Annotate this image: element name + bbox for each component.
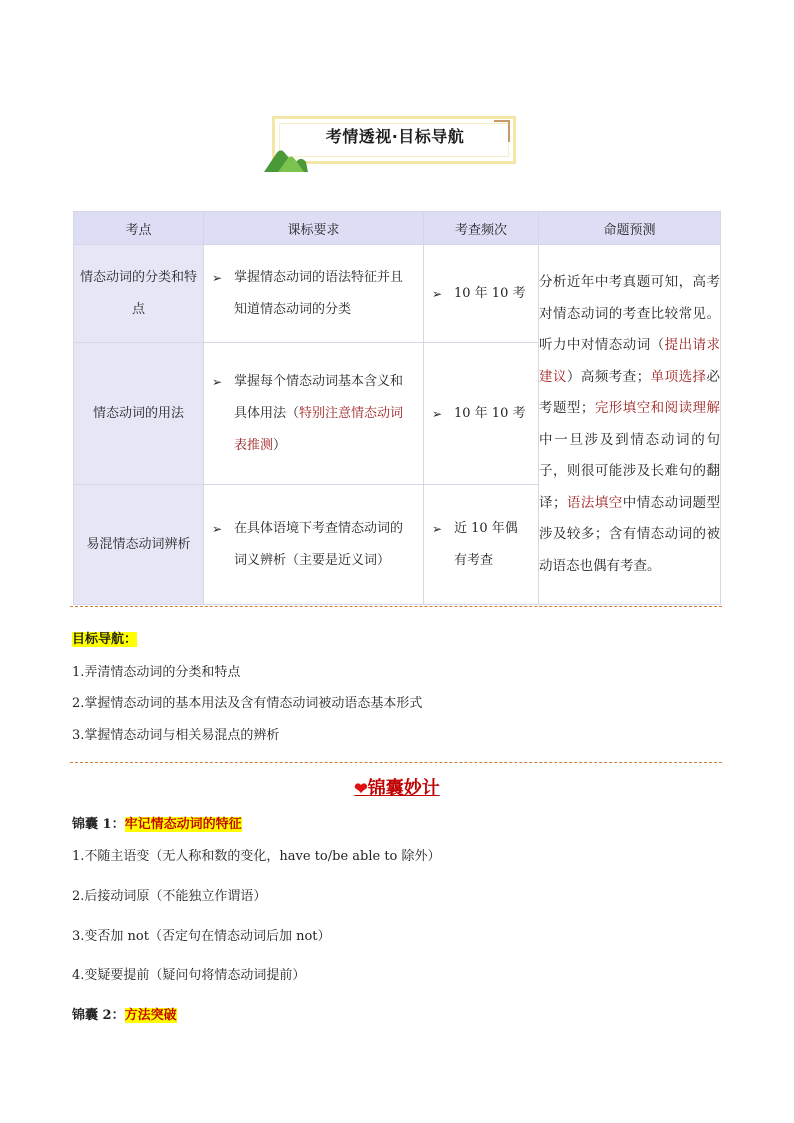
arrow-bullet-icon: ➢ <box>432 286 443 301</box>
frequency-text: 10 年 10 考 <box>454 285 526 301</box>
frequency-text: 10 年 10 考 <box>454 405 526 421</box>
arrow-bullet-icon: ➢ <box>432 406 443 421</box>
requirement-text: 掌握每个情态动词基本含义和具体用法（特别注意情态动词表推测） <box>234 373 404 453</box>
prediction-cell: 分析近年中考真题可知，高考对情态动词的考查比较常见。听力中对情态动词（提出请求建议）高频考查；单项选择必考题型；完形填空和阅读理解中一旦涉及到情态动词的句子，则很可能涉及长难句的翻译；语法填空中情态动词题型涉及较多；含有情态动词的被动语态也偶有考查。 <box>539 245 721 605</box>
point-cell: 情态动词的分类和特点 <box>74 245 204 343</box>
header-cell: 考点 <box>74 212 204 245</box>
header-cell: 考查频次 <box>424 212 539 245</box>
requirement-text: 在具体语境下考查情态动词的词义辨析（主要是近义词） <box>234 520 404 568</box>
banner-title: 考情透视·目标导航 <box>325 127 465 146</box>
requirement-cell <box>204 245 424 343</box>
point-cell: 易混情态动词辨析 <box>74 485 204 605</box>
header-cell: 课标要求 <box>204 212 424 245</box>
requirement-cell <box>204 485 424 605</box>
arrow-bullet-icon: ➢ <box>212 521 223 536</box>
table-header-row <box>74 212 721 245</box>
section-banner <box>264 112 526 174</box>
goals-label: 目标导航： <box>72 632 138 647</box>
arrow-bullet-icon: ➢ <box>212 270 223 285</box>
feature-item: 4.变疑要提前（疑问句将情态动词提前） <box>72 968 306 983</box>
goal-item: 1.弄清情态动词的分类和特点 <box>72 665 241 680</box>
frequency-cell <box>424 245 539 343</box>
heart-icon: ❤ <box>354 779 368 798</box>
tip1-heading: 锦囊 1：牢记情态动词的特征 <box>72 817 242 832</box>
header-cell: 命题预测 <box>539 212 721 245</box>
dashed-divider <box>70 606 722 607</box>
feature-item: 3.变否加 not（否定句在情态动词后加 not） <box>72 929 331 944</box>
requirement-cell <box>204 343 424 485</box>
frequency-text: 近 10 年偶有考查 <box>454 520 518 568</box>
exam-analysis-table <box>73 211 721 605</box>
dashed-divider <box>70 762 722 763</box>
tip2-heading: 锦囊 2：方法突破 <box>72 1008 177 1023</box>
feature-item: 1.不随主语变（无人称和数的变化，have to/be able to 除外） <box>72 849 441 864</box>
goal-item: 2.掌握情态动词的基本用法及含有情态动词被动语态基本形式 <box>72 696 423 711</box>
frequency-cell <box>424 485 539 605</box>
arrow-bullet-icon: ➢ <box>432 521 443 536</box>
frequency-cell <box>424 343 539 485</box>
point-cell: 情态动词的用法 <box>74 343 204 485</box>
tips-title: ❤锦囊妙计 <box>354 778 440 799</box>
arrow-bullet-icon: ➢ <box>212 374 223 389</box>
table-row <box>74 245 721 343</box>
goal-item: 3.掌握情态动词与相关易混点的辨析 <box>72 728 280 743</box>
feature-item: 2.后接动词原（不能独立作谓语） <box>72 889 267 904</box>
requirement-text: 掌握情态动词的语法特征并且知道情态动词的分类 <box>234 269 404 317</box>
